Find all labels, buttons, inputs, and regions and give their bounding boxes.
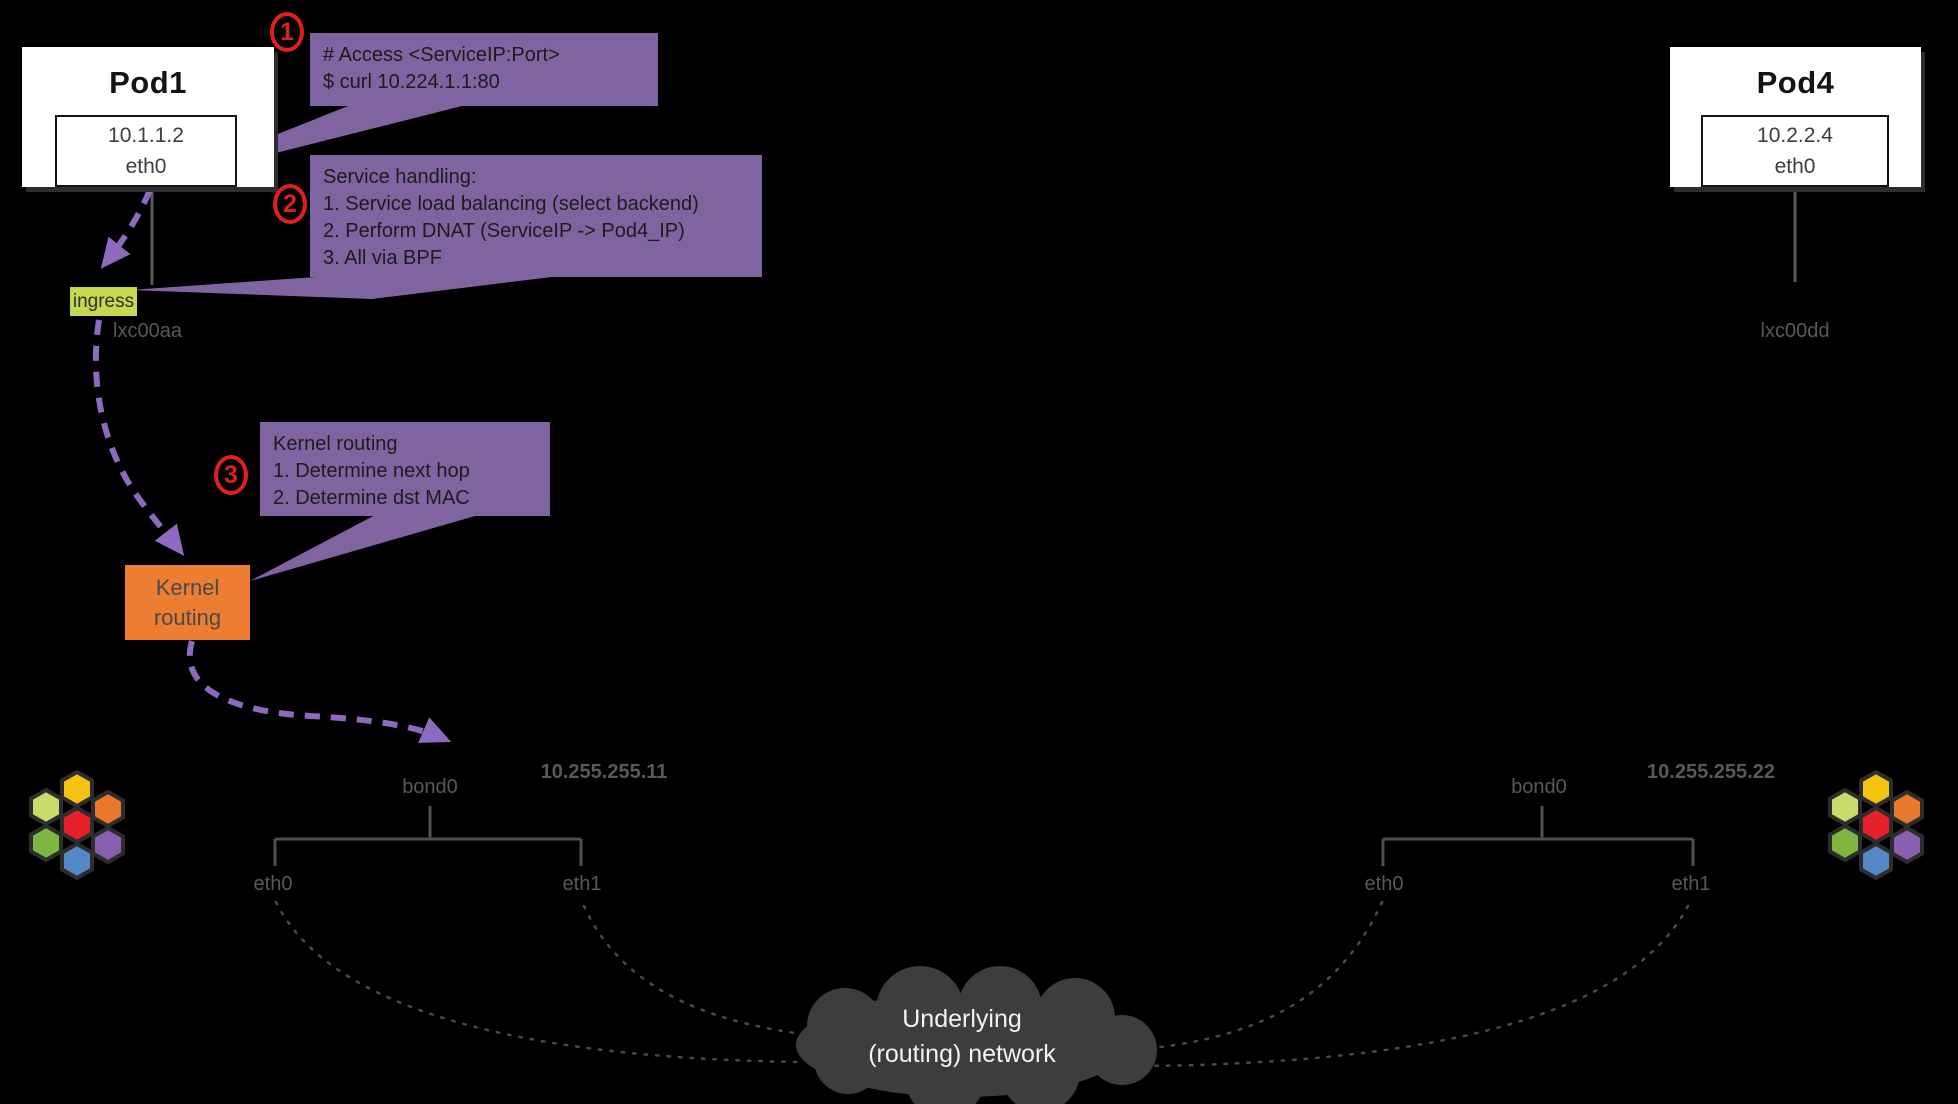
- pod4-interface-box: [1701, 115, 1889, 187]
- pod1-interface-box: [55, 115, 237, 187]
- cloud-shape: [796, 966, 1157, 1104]
- kernel-routing-line: routing: [153, 604, 222, 630]
- kernel-routing-box: [125, 565, 250, 640]
- pod4-iface: eth0: [1774, 155, 1816, 178]
- callout-access-line: $ curl 10.224.1.1:80: [323, 71, 500, 93]
- ingress-hook-chip: [70, 287, 137, 316]
- pod1-ip: 10.1.1.2: [108, 124, 184, 147]
- callout-service-line: 2. Perform DNAT (ServiceIP -> Pod4_IP): [323, 220, 685, 242]
- flow-arrow-ingress-to-kernel: [96, 320, 178, 548]
- callout-service-line: 1. Service load balancing (select backend): [323, 193, 699, 215]
- pod1-title: Pod1: [109, 65, 187, 100]
- pod1-iface: eth0: [125, 155, 167, 178]
- step-2-badge: [273, 184, 307, 224]
- step-1-number: 1: [280, 17, 294, 46]
- callout-kernel-tail: [250, 514, 482, 581]
- pod4-ip: 10.2.2.4: [1757, 124, 1833, 147]
- cloud-label-line2: (routing) network: [868, 1040, 1056, 1068]
- callout-service-line: Service handling:: [323, 166, 477, 188]
- callout-kernel-line: 2. Determine dst MAC: [273, 487, 470, 509]
- host-right-ip-label: 10.255.255.22: [1647, 761, 1775, 783]
- step-3-number: 3: [224, 460, 238, 489]
- callout-service-line: 3. All via BPF: [323, 247, 442, 269]
- kernel-routing-line: Kernel: [155, 574, 220, 600]
- step-3-badge: [214, 455, 248, 495]
- host-right-eth1-label: eth1: [1671, 873, 1711, 895]
- callout-access: [310, 33, 658, 106]
- host-left-tree: [275, 806, 581, 866]
- step-2-number: 2: [283, 189, 297, 218]
- pod1-veth-label: lxc00aa: [113, 320, 182, 342]
- callout-kernel-line: Kernel routing: [273, 433, 398, 455]
- cloud-label-line1: Underlying: [902, 1005, 1022, 1033]
- callout-access-line: # Access <ServiceIP:Port>: [323, 44, 560, 66]
- callout-service-tail: [130, 276, 560, 299]
- flow-arrow-kernel-to-bond: [190, 641, 442, 738]
- host-right-bond-label: bond0: [1511, 776, 1567, 798]
- host-left-eth0-label: eth0: [253, 873, 293, 895]
- ingress-hook-label: ingress: [72, 290, 135, 312]
- pod4-title: Pod4: [1756, 65, 1835, 100]
- host-left-bond-label: bond0: [402, 776, 458, 798]
- callout-service: [310, 155, 762, 277]
- host-right-tree: [1383, 806, 1693, 866]
- step-1-badge: [270, 12, 304, 52]
- pod4-veth-label: lxc00dd: [1760, 320, 1830, 342]
- callout-kernel-line: 1. Determine next hop: [273, 460, 470, 482]
- cilium-logo-right-icon: [1830, 772, 1922, 878]
- host-right-eth0-label: eth0: [1364, 873, 1404, 895]
- host-left-eth1-label: eth1: [562, 873, 602, 895]
- flow-arrow-eth0-to-ingress: [107, 190, 150, 261]
- cilium-logo-left-icon: [31, 772, 123, 878]
- host-left-ip-label: 10.255.255.11: [540, 761, 668, 783]
- callout-kernel: [260, 422, 550, 516]
- pod1-box: [22, 47, 274, 187]
- pod4-box: [1670, 47, 1921, 187]
